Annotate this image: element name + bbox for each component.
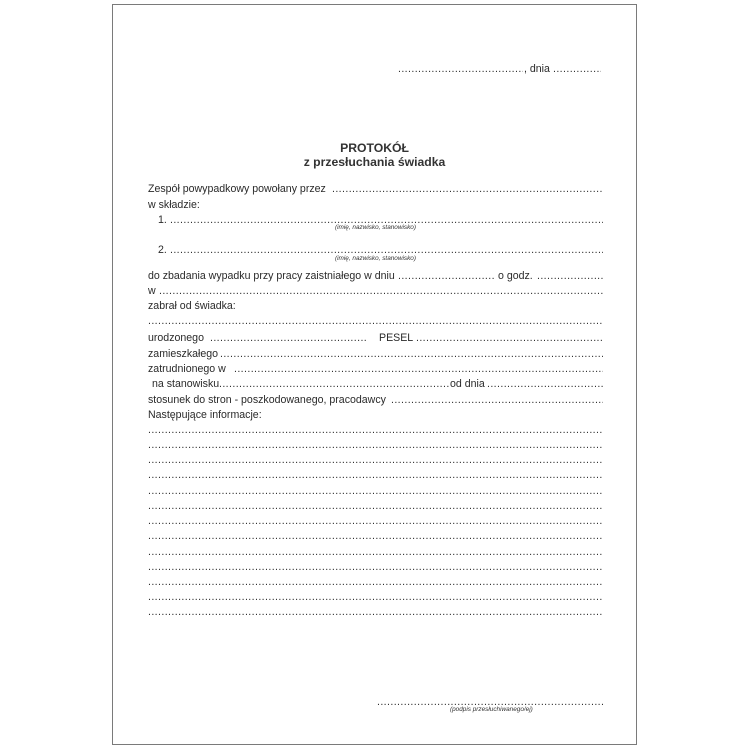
member1-caption: (imię, nazwisko, stanowisko) [335, 224, 416, 231]
relation-label: stosunek do stron - poszkodowanego, pracodawcy [148, 394, 386, 406]
document-page [112, 4, 637, 745]
witness-name-field [148, 315, 603, 327]
since-label: od dnia [450, 378, 485, 390]
info-line [148, 485, 603, 497]
member2-caption: (imię, nazwisko, stanowisko) [335, 255, 416, 262]
info-line [148, 606, 603, 618]
info-line [148, 576, 603, 588]
resident-label: zamieszkałego [148, 348, 219, 360]
position-field [219, 378, 449, 390]
since-field [487, 378, 603, 390]
taken-from-label: zabrał od świadka: [148, 300, 236, 312]
info-line [148, 424, 603, 436]
relation-field [391, 394, 603, 406]
info-line [148, 546, 603, 558]
info-line [148, 500, 603, 512]
investigation-label: do zbadania wypadku przy pracy zaistniałego w dniu [148, 270, 395, 282]
birth-field [210, 332, 368, 344]
place-field [398, 63, 523, 75]
employed-label: zatrudnionego w [148, 363, 226, 375]
info-line [148, 515, 603, 527]
place-label: w [148, 285, 156, 297]
info-line [148, 439, 603, 451]
info-label: Następujące informacje: [148, 409, 262, 421]
member2-number: 2. [158, 244, 167, 256]
time-label: o godz. [498, 270, 533, 282]
info-line [148, 454, 603, 466]
employer-field [234, 363, 603, 375]
accident-place-field [159, 285, 603, 297]
team-field [332, 183, 602, 195]
date-label: , dnia [524, 63, 550, 75]
date-field [553, 63, 601, 75]
pesel-field [416, 332, 603, 344]
accident-time-field [537, 270, 603, 282]
info-line [148, 469, 603, 481]
document-subtitle: z przesłuchania świadka [303, 155, 446, 169]
info-line [148, 530, 603, 542]
accident-date-field [398, 270, 494, 282]
born-label: urodzonego [148, 332, 204, 344]
address-field [220, 348, 603, 360]
document-title: PROTOKÓŁ [340, 141, 409, 155]
pesel-label: PESEL [379, 332, 414, 344]
member1-number: 1. [158, 214, 167, 226]
position-label: na stanowisku [152, 378, 220, 390]
signature-caption: (podpis przesłuchiwanego/ej) [450, 706, 533, 713]
info-line [148, 591, 603, 603]
info-line [148, 561, 603, 573]
composition-label: w składzie: [148, 199, 200, 211]
team-label: Zespół powypadkowy powołany przez [148, 183, 326, 195]
